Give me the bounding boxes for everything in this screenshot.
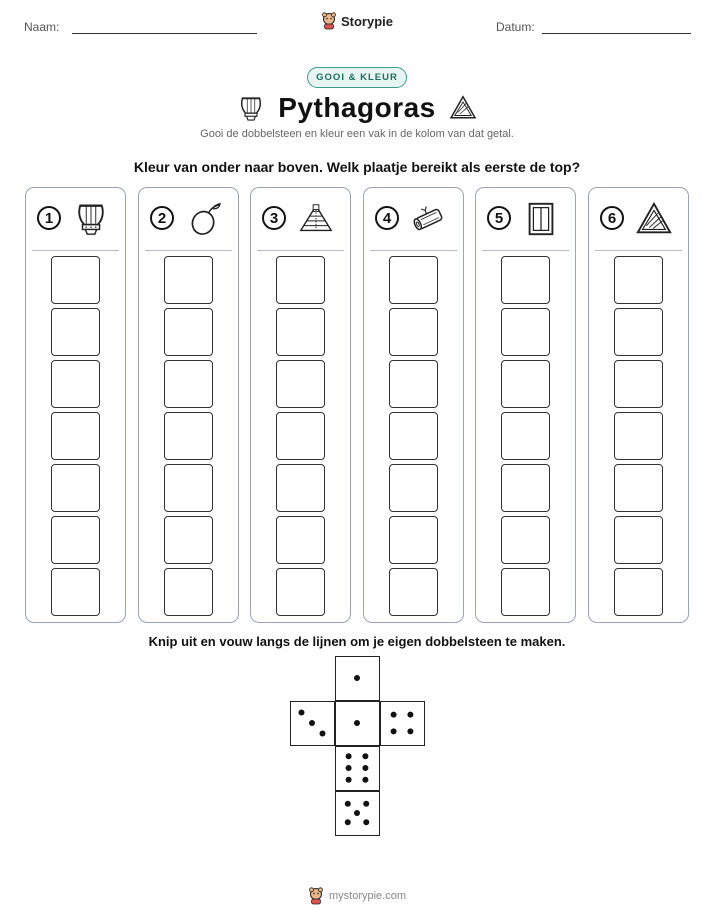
die-pip: [362, 753, 368, 759]
column-number: 3: [262, 206, 286, 230]
column-divider: [257, 250, 344, 251]
column-divider: [145, 250, 232, 251]
door-icon: [522, 200, 560, 238]
footer: [0, 887, 714, 905]
brand-logo: [0, 12, 714, 30]
die-pip: [354, 675, 360, 681]
color-box[interactable]: [614, 412, 663, 460]
title-row: [0, 90, 714, 126]
die-pip: [345, 819, 351, 825]
die-face: [335, 701, 380, 746]
column-divider: [32, 250, 119, 251]
triangle-icon: [448, 93, 478, 123]
color-box[interactable]: [164, 360, 213, 408]
column-1: [25, 187, 126, 623]
color-box[interactable]: [276, 516, 325, 564]
color-box[interactable]: [614, 568, 663, 616]
color-box[interactable]: [51, 360, 100, 408]
color-box[interactable]: [276, 568, 325, 616]
subtitle: Gooi de dobbelsteen en kleur een vak in de kolom van dat getal.: [200, 128, 514, 140]
column-6: [588, 187, 689, 623]
color-box[interactable]: [614, 360, 663, 408]
color-box[interactable]: [389, 308, 438, 356]
color-box[interactable]: [276, 464, 325, 512]
olive-icon: [185, 200, 223, 238]
column-4: [363, 187, 464, 623]
name-line[interactable]: [72, 33, 257, 34]
column-header: [589, 188, 688, 250]
die-pip: [391, 712, 397, 718]
die-pips: [336, 702, 378, 744]
die-pips: [336, 657, 378, 699]
color-box[interactable]: [389, 360, 438, 408]
die-pip: [362, 777, 368, 783]
brand-name: Storypie: [340, 13, 393, 29]
die-pip: [320, 731, 326, 737]
storypie-mascot-icon: [308, 887, 324, 905]
column-number: 6: [600, 206, 624, 230]
column-3: [250, 187, 351, 623]
die-pip: [345, 801, 351, 807]
color-box[interactable]: [389, 516, 438, 564]
die-pips: [336, 792, 378, 834]
color-box[interactable]: [614, 256, 663, 304]
die-pips: [381, 702, 423, 744]
activity-badge: GOOI & KLEUR: [307, 67, 407, 88]
name-label: Naam:: [24, 20, 60, 34]
lyre-icon: [236, 93, 266, 123]
column-divider: [370, 250, 457, 251]
triangle-icon: [635, 200, 673, 238]
color-box[interactable]: [51, 256, 100, 304]
color-box[interactable]: [389, 256, 438, 304]
column-header: [139, 188, 238, 250]
instruction: Kleur van onder naar boven. Welk plaatje bereikt als eerste de top?: [133, 159, 581, 175]
color-box[interactable]: [51, 568, 100, 616]
column-divider: [595, 250, 682, 251]
color-box[interactable]: [51, 516, 100, 564]
color-box[interactable]: [501, 516, 550, 564]
die-pips: [336, 747, 378, 789]
die-face: [335, 746, 380, 791]
footer-url: mystorypie.com: [328, 890, 407, 902]
color-box[interactable]: [501, 412, 550, 460]
color-box[interactable]: [614, 464, 663, 512]
color-box[interactable]: [164, 516, 213, 564]
die-pip: [407, 728, 413, 734]
scroll-icon: [410, 200, 448, 238]
column-divider: [482, 250, 569, 251]
color-box[interactable]: [389, 464, 438, 512]
die-face: [380, 701, 425, 746]
color-box[interactable]: [501, 360, 550, 408]
color-box[interactable]: [389, 568, 438, 616]
storypie-mascot-icon: [321, 12, 337, 30]
color-box[interactable]: [276, 256, 325, 304]
die-pip: [362, 765, 368, 771]
column-header: [251, 188, 350, 250]
color-box[interactable]: [164, 256, 213, 304]
column-header: [364, 188, 463, 250]
column-number: 5: [487, 206, 511, 230]
lyre-icon: [72, 200, 110, 238]
column-number: 4: [375, 206, 399, 230]
color-box[interactable]: [276, 412, 325, 460]
die-pip: [354, 810, 360, 816]
color-box[interactable]: [276, 308, 325, 356]
color-box[interactable]: [164, 412, 213, 460]
die-face: [335, 656, 380, 701]
column-2: [138, 187, 239, 623]
color-box[interactable]: [614, 308, 663, 356]
die-pip: [407, 712, 413, 718]
die-pip: [391, 728, 397, 734]
pyramid-icon: [297, 200, 335, 238]
die-pips: [291, 702, 333, 744]
date-line[interactable]: [542, 33, 691, 34]
column-number: 1: [37, 206, 61, 230]
die-pip: [346, 777, 352, 783]
color-box[interactable]: [51, 412, 100, 460]
color-box[interactable]: [501, 308, 550, 356]
color-box[interactable]: [389, 412, 438, 460]
die-pip: [346, 753, 352, 759]
die-pip: [363, 819, 369, 825]
die-face: [335, 791, 380, 836]
die-pip: [354, 720, 360, 726]
color-box[interactable]: [501, 256, 550, 304]
color-box[interactable]: [501, 464, 550, 512]
color-box[interactable]: [51, 308, 100, 356]
color-box[interactable]: [164, 568, 213, 616]
color-box[interactable]: [164, 464, 213, 512]
color-box[interactable]: [614, 516, 663, 564]
column-number: 2: [150, 206, 174, 230]
color-box[interactable]: [276, 360, 325, 408]
die-pip: [299, 710, 305, 716]
page-title: Pythagoras: [278, 92, 436, 123]
color-box[interactable]: [51, 464, 100, 512]
die-instruction: Knip uit en vouw langs de lijnen om je eigen dobbelsteen te maken.: [148, 634, 566, 649]
color-box[interactable]: [164, 308, 213, 356]
column-5: [475, 187, 576, 623]
die-pip: [309, 720, 315, 726]
color-box[interactable]: [501, 568, 550, 616]
die-pip: [346, 765, 352, 771]
die-pip: [363, 801, 369, 807]
die-face: [290, 701, 335, 746]
date-label: Datum:: [496, 20, 535, 34]
column-header: [26, 188, 125, 250]
column-header: [476, 188, 575, 250]
